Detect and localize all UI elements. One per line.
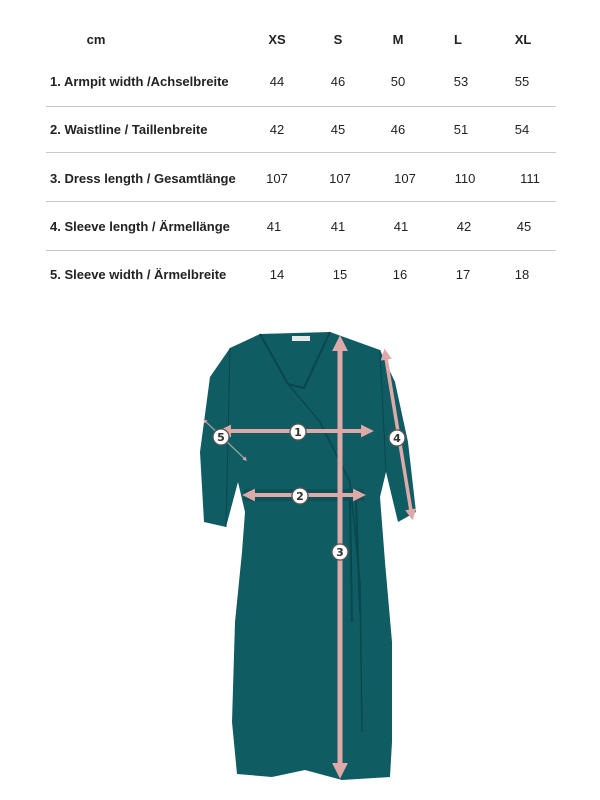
- marker-2: 2: [296, 490, 304, 503]
- table-cell: 110: [454, 171, 476, 186]
- dress-measurement-figure: [180, 322, 440, 792]
- table-cell: 41: [266, 219, 282, 234]
- size-header-xs: XS: [268, 32, 286, 47]
- marker-3: 3: [336, 546, 344, 559]
- marker-1: 1: [294, 426, 302, 439]
- table-cell: 16: [392, 267, 408, 282]
- table-cell: 17: [455, 267, 471, 282]
- size-header-l: L: [454, 32, 462, 47]
- table-cell: 107: [266, 171, 288, 186]
- table-cell: 44: [269, 74, 285, 89]
- size-header-xl: XL: [514, 32, 532, 47]
- table-cell: 51: [453, 122, 469, 137]
- table-cell: 54: [514, 122, 530, 137]
- table-cell: 41: [330, 219, 346, 234]
- table-cell: 46: [330, 74, 346, 89]
- table-cell: 111: [520, 171, 540, 186]
- table-cell: 55: [514, 74, 530, 89]
- marker-4: 4: [393, 432, 401, 445]
- table-cell: 42: [456, 219, 472, 234]
- row-divider: [46, 152, 556, 153]
- table-cell: 18: [514, 267, 530, 282]
- table-cell: 41: [393, 219, 409, 234]
- table-cell: 15: [332, 267, 348, 282]
- unit-header: cm: [86, 32, 106, 47]
- table-cell: 107: [394, 171, 416, 186]
- row-label-waistline: 2. Waistline / Taillenbreite: [50, 122, 208, 137]
- row-label-armpit: 1. Armpit width /Achselbreite: [50, 74, 229, 89]
- row-label-dress-length: 3. Dress length / Gesamtlänge: [50, 171, 236, 186]
- size-header-s: S: [333, 32, 343, 47]
- table-cell: 45: [516, 219, 532, 234]
- table-cell: 45: [330, 122, 346, 137]
- dress-shape: [200, 332, 416, 780]
- size-table: [0, 0, 600, 300]
- dress-illustration: [180, 322, 440, 792]
- table-cell: 46: [390, 122, 406, 137]
- table-cell: 14: [269, 267, 285, 282]
- row-divider: [46, 201, 556, 202]
- row-divider: [46, 250, 556, 251]
- table-cell: 107: [329, 171, 351, 186]
- table-cell: 42: [269, 122, 285, 137]
- table-cell: 50: [390, 74, 406, 89]
- marker-5: 5: [217, 431, 225, 444]
- row-divider: [46, 106, 556, 107]
- row-label-sleeve-length: 4. Sleeve length / Ärmellänge: [50, 219, 230, 234]
- row-label-sleeve-width: 5. Sleeve width / Ärmelbreite: [50, 267, 227, 282]
- table-cell: 53: [453, 74, 469, 89]
- size-header-m: M: [392, 32, 404, 47]
